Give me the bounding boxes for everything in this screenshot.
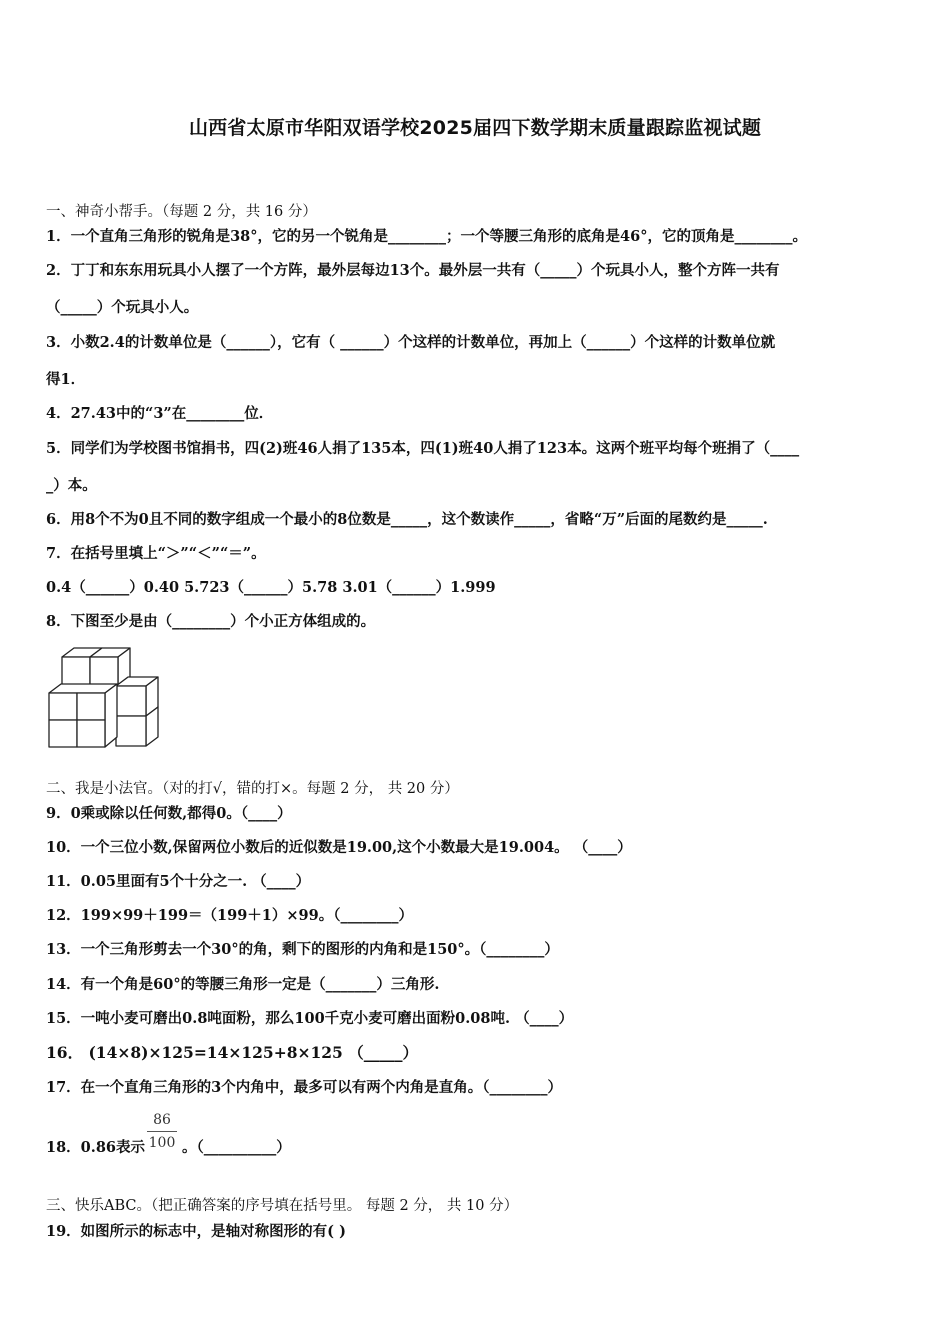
fraction-numerator: 86 <box>153 1112 171 1128</box>
question-5: 5．同学们为学校图书馆捐书，四(2)班46人捐了135本，四(1)班40人捐了123本。这两个班平均每个班捐了（____ <box>46 440 800 457</box>
section-3-heading: 三、快乐ABC。（把正确答案的序号填在括号里。 每题 2 分， 共 10 分） <box>46 1198 519 1214</box>
question-16: 16． (14×8)×125=14×125+8×125 （_____） <box>46 1043 418 1062</box>
fraction-denominator: 100 <box>148 1135 176 1151</box>
question-1: 1．一个直角三角形的锐角是38°，它的另一个锐角是________；一个等腰三角形的底角是46°，它的顶角是________。 <box>46 228 807 245</box>
question-9: 9．0乘或除以任何数,都得0。（____） <box>46 805 292 822</box>
question-18: 18．0.86表示 <box>46 1139 145 1156</box>
fraction-bar <box>147 1131 177 1132</box>
section-2-heading: 二、我是小法官。（对的打√，错的打×。每题 2 分， 共 20 分） <box>46 781 459 797</box>
question-17: 17．在一个直角三角形的3个内角中，最多可以有两个内角是直角。（________） <box>46 1079 563 1096</box>
question-11: 11．0.05里面有5个十分之一. （____） <box>46 873 311 890</box>
question-14: 14．有一个角是60°的等腰三角形一定是（_______）三角形. <box>46 976 440 993</box>
question-18-blank: 。（__________） <box>182 1139 291 1156</box>
fraction-86-100 <box>147 1111 177 1152</box>
question-6: 6．用8个不为0且不同的数字组成一个最小的8位数是_____，这个数读作_____，省略“万”后面的尾数约是_____. <box>46 511 768 528</box>
question-15: 15．一吨小麦可磨出0.8吨面粉，那么100千克小麦可磨出面粉0.08吨. （____） <box>46 1010 574 1027</box>
question-2-cont: （_____）个玩具小人。 <box>46 299 199 316</box>
question-19: 19．如图所示的标志中，是轴对称图形的有( ) <box>46 1223 346 1240</box>
question-3-cont: 得1． <box>46 371 86 388</box>
question-8: 8．下图至少是由（________）个小正方体组成的。 <box>46 613 376 630</box>
question-2: 2．丁丁和东东用玩具小人摆了一个方阵，最外层每边13个。最外层一共有（_____）个玩具小人，整个方阵一共有 <box>46 262 780 279</box>
question-4: 4．27.43中的“3”在________位． <box>46 405 274 422</box>
question-5-cont: _）本。 <box>46 477 97 494</box>
question-7-items: 0.4（______）0.40 5.723（______）5.78 3.01（______）1.999 <box>46 579 496 596</box>
question-7: 7．在括号里填上“＞”“＜”“＝”。 <box>46 545 266 562</box>
section-1-heading: 一、神奇小帮手。（每题 2 分，共 16 分） <box>46 204 317 220</box>
question-10: 10．一个三位小数,保留两位小数后的近似数是19.00,这个小数最大是19.004。 （____） <box>46 839 632 856</box>
question-12: 12．199×99＋199＝（199＋1）×99。（________） <box>46 907 413 924</box>
question-13: 13．一个三角形剪去一个30°的角，剩下的图形的内角和是150°。（________） <box>46 941 559 958</box>
question-3: 3．小数2.4的计数单位是（______），它有（ ______）个这样的计数单位，再加上（______）个这样的计数单位就 <box>46 334 776 351</box>
page-title: 山西省太原市华阳双语学校2025届四下数学期末质量跟踪监视试题 <box>188 117 762 139</box>
cube-stack-figure <box>46 645 161 751</box>
